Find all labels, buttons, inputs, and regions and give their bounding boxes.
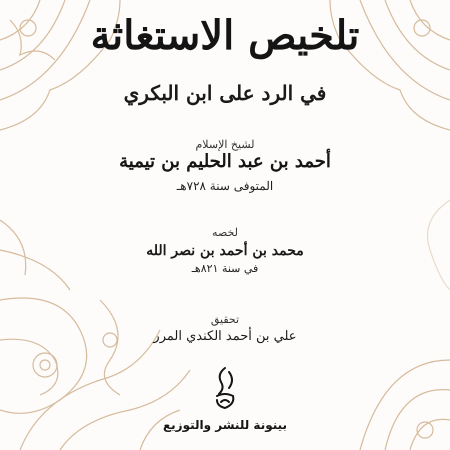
- editor-name: علي بن أحمد الكندي المرر: [153, 329, 297, 344]
- author-label: لشيخ الإسلام: [195, 138, 255, 151]
- author-death-date: المتوفى سنة ٧٢٨هـ: [176, 179, 274, 193]
- abridger-name: محمد بن أحمد بن نصر الله: [146, 243, 304, 259]
- book-title: تلخيص الاستغاثة: [90, 12, 360, 59]
- abridger-death-date: في سنة ٨٢١هـ: [191, 262, 259, 275]
- author-name: أحمد بن عبد الحليم بن تيمية: [119, 151, 331, 172]
- editor-label: تحقيق: [210, 313, 240, 326]
- publisher-name: بينونة للنشر والتوزيع: [162, 418, 288, 432]
- book-subtitle: في الرد على ابن البكري: [123, 81, 327, 105]
- calligraphic-seal-icon: [211, 366, 239, 412]
- abridger-label: لخصه: [212, 226, 238, 239]
